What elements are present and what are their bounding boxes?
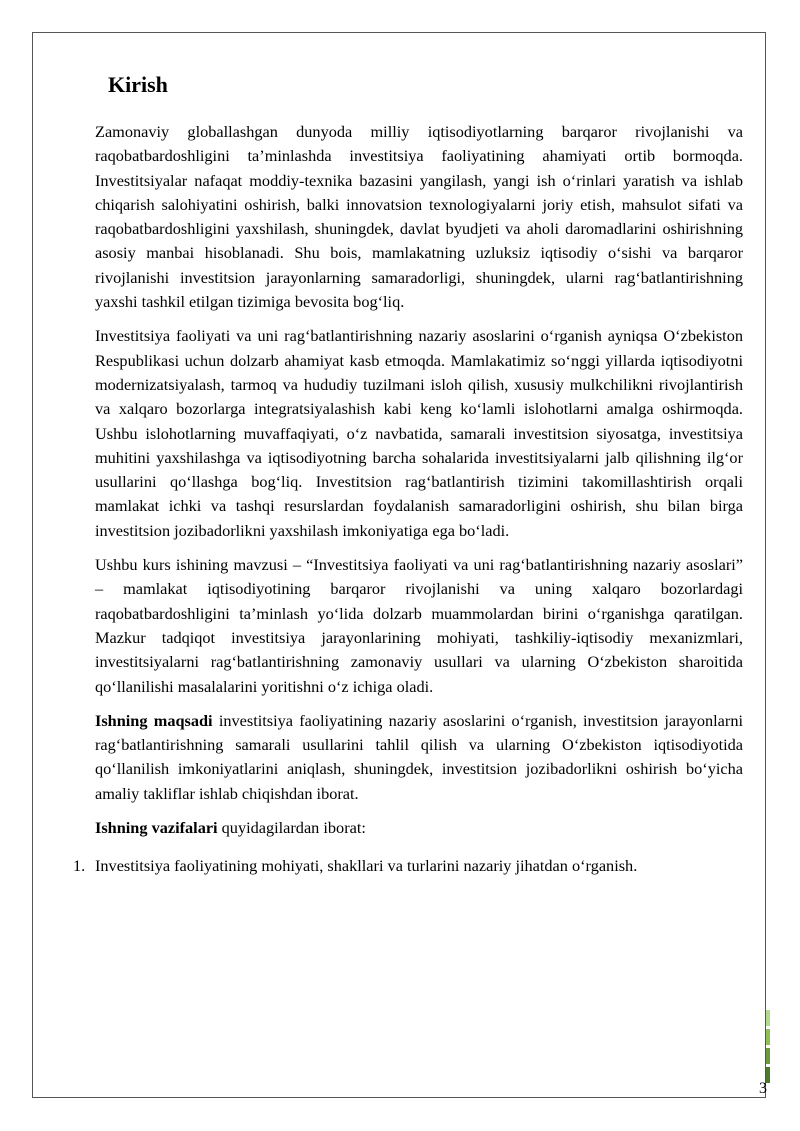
- goal-text: investitsiya faoliyatining nazariy asoslarini o‘rganish, investitsion jarayonlarni rag‘batlantirishning samarali usullarini tahlil qilish va ularning O‘zbekiston iqtisodiyotida qo‘llanilish imkoniyatlarini aniqlash, shuningdek, investitsion jozibadorlikni oshirish bo‘yicha amaliy takliflar ishlab chiqishdan iborat.: [95, 710, 743, 803]
- task-list: [73, 854, 743, 878]
- document-body: [73, 72, 743, 878]
- paragraph-relevance: Investitsiya faoliyati va uni rag‘batlantirishning nazariy asoslarini o‘rganish ayniqsa O‘zbekiston Respublikasi uchun dolzarb ahamiyat kasb etmoqda. Mamlakatimiz so‘nggi yillarda iqtisodiyotni modernizatsiyalash, tarmoq va hududiy tuzilmani isloh qilish, xususiy mulkchilikni rivojlantirish va xalqaro bozorlarga integratsiyalashish kabi keng ko‘lamli islohotlarni amalga oshirmoqda. Ushbu islohotlarning muvaffaqiyati, o‘z navbatida, samarali investitsion siyosatga, investitsiya muhitini yaxshilashga va iqtisodiyotning barcha sohalarida investitsiyalarni jalb qilishning ilg‘or usullarini qo‘llashga bog‘liq. Investitsion rag‘batlantirish tizimini takomillashtirish orqali mamlakat ichki va tashqi resurslardan foydalanish samaradorligini oshirish, shu bilan birga investitsion jozibadorlikni yaxshilash imkoniyatiga ega bo‘ladi.: [95, 326, 743, 540]
- tasks-label: Ishning vazifalari: [95, 818, 218, 838]
- paragraph-tasks: [95, 816, 743, 840]
- decor-stripe: [766, 1029, 770, 1045]
- list-item: [73, 854, 743, 878]
- decor-stripe: [766, 1048, 770, 1064]
- paragraph-goal: [95, 709, 743, 806]
- list-item-text: Investitsiya faoliyatining mohiyati, shakllari va turlarini nazariy jihatdan o‘rganish.: [95, 856, 638, 876]
- paragraph-intro: Zamonaviy globallashgan dunyoda milliy iqtisodiyotlarning barqaror rivojlanishi va raqobatbardoshligini ta’minlashda investitsiya faoliyatining ahamiyati ortib bormoqda. Investitsiyalar nafaqat moddiy-texnika bazasini yangilash, yangi ish o‘rinlari yaratish va ishlab chiqarish salohiyatini oshirish, balki innovatsion texnologiyalarni joriy etish, mahsulot sifati va raqobatbardoshligini yaxshilash, shuningdek, davlat byudjeti va aholi daromadlarini oshirishning asosiy manbai hisoblanadi. Shu bois, mamlakatning uzluksiz iqtisodiy o‘sishi va barqaror rivojlanishi investitsion jarayonlarning samaradorligi, shuningdek, ularni rag‘batlantirishning yaxshi tashkil etilgan tizimiga bevosita bog‘liq.: [95, 122, 743, 312]
- decor-stripe: [766, 1010, 770, 1026]
- section-heading: Kirish: [108, 72, 168, 97]
- goal-label: Ishning maqsadi: [95, 710, 213, 730]
- page-decoration: [766, 1010, 776, 1086]
- paragraph-topic: Ushbu kurs ishining mavzusi – “Investitsiya faoliyati va uni rag‘batlantirishning nazariy asoslari” – mamlakat iqtisodiyotining barqaror rivojlanishi va uning xalqaro bozorlardagi raqobatbardoshligini ta’minlash yo‘lida dolzarb muammolardan birini o‘rganishga qaratilgan. Mazkur tadqiqot investitsiya jarayonlarining mohiyati, tashkiliy-iqtisodiy mexanizmlari, investitsiyalarni rag‘batlantirishning zamonaviy usullari va ularning O‘zbekiston sharoitida qo‘llanilishi masalalarini yoritishni o‘z ichiga oladi.: [95, 555, 743, 696]
- list-item-number: 1.: [73, 856, 86, 876]
- page-number: 3: [759, 1080, 767, 1097]
- tasks-text: quyidagilardan iborat:: [217, 818, 366, 838]
